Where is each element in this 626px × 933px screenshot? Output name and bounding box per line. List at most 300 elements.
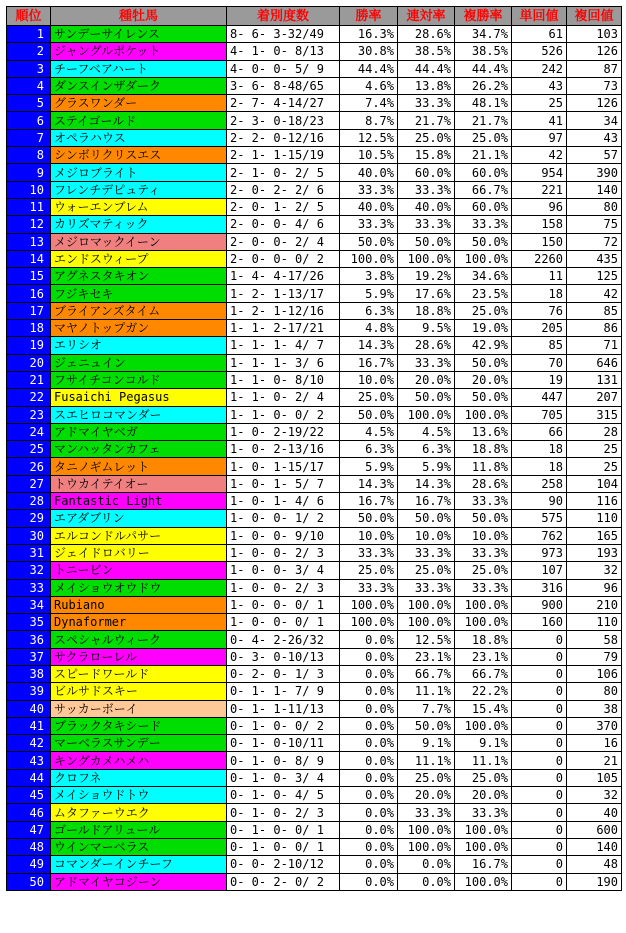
record-cell: 0- 1- 1-11/13: [227, 700, 340, 717]
place3-rate-cell: 100.0%: [455, 596, 512, 613]
rank-cell: 10: [7, 181, 51, 198]
record-cell: 1- 0- 0- 2/ 3: [227, 544, 340, 561]
place-return-cell: 25: [567, 458, 622, 475]
place-return-cell: 57: [567, 147, 622, 164]
place2-rate-cell: 20.0%: [398, 787, 455, 804]
sire-name-cell: ウォーエンブレム: [51, 198, 227, 215]
place3-rate-cell: 48.1%: [455, 95, 512, 112]
table-row: [7, 458, 622, 475]
sire-name-cell: エルコンドルパサー: [51, 527, 227, 544]
place2-rate-cell: 33.3%: [398, 181, 455, 198]
record-cell: 1- 1- 2-17/21: [227, 320, 340, 337]
place-return-cell: 34: [567, 112, 622, 129]
win-rate-cell: 100.0%: [340, 596, 398, 613]
rank-cell: 14: [7, 250, 51, 267]
table-row: [7, 873, 622, 890]
record-cell: 1- 0- 0- 1/ 2: [227, 510, 340, 527]
sire-name-cell: ジャングルポケット: [51, 43, 227, 60]
record-cell: 0- 0- 2-10/12: [227, 856, 340, 873]
place-return-cell: 72: [567, 233, 622, 250]
place2-rate-cell: 25.0%: [398, 129, 455, 146]
win-return-cell: 43: [512, 77, 567, 94]
place-return-cell: 126: [567, 43, 622, 60]
place-return-cell: 435: [567, 250, 622, 267]
place2-rate-cell: 15.8%: [398, 147, 455, 164]
rank-cell: 50: [7, 873, 51, 890]
sire-name-cell: トニービン: [51, 562, 227, 579]
win-rate-cell: 14.3%: [340, 475, 398, 492]
win-return-cell: 900: [512, 596, 567, 613]
win-rate-cell: 14.3%: [340, 337, 398, 354]
win-return-cell: 316: [512, 579, 567, 596]
win-rate-cell: 4.8%: [340, 320, 398, 337]
win-rate-cell: 0.0%: [340, 665, 398, 682]
sire-name-cell: メイショウオウドウ: [51, 579, 227, 596]
win-rate-cell: 33.3%: [340, 216, 398, 233]
record-cell: 1- 0- 2-13/16: [227, 441, 340, 458]
place2-rate-cell: 33.3%: [398, 95, 455, 112]
rank-cell: 7: [7, 129, 51, 146]
table-row: [7, 562, 622, 579]
win-return-cell: 19: [512, 371, 567, 388]
place-return-cell: 38: [567, 700, 622, 717]
win-rate-cell: 10.0%: [340, 527, 398, 544]
place2-rate-cell: 100.0%: [398, 838, 455, 855]
place3-rate-cell: 11.8%: [455, 458, 512, 475]
place-return-cell: 80: [567, 198, 622, 215]
win-rate-cell: 0.0%: [340, 856, 398, 873]
place3-rate-cell: 21.7%: [455, 112, 512, 129]
record-cell: 1- 0- 0- 9/10: [227, 527, 340, 544]
win-return-cell: 575: [512, 510, 567, 527]
table-row: [7, 216, 622, 233]
record-cell: 8- 6- 3-32/49: [227, 26, 340, 43]
place3-rate-cell: 50.0%: [455, 510, 512, 527]
place2-rate-cell: 100.0%: [398, 596, 455, 613]
place2-rate-cell: 38.5%: [398, 43, 455, 60]
win-return-cell: 762: [512, 527, 567, 544]
record-cell: 1- 0- 0- 0/ 1: [227, 614, 340, 631]
rank-cell: 11: [7, 198, 51, 215]
place-return-cell: 103: [567, 26, 622, 43]
record-cell: 2- 0- 0- 4/ 6: [227, 216, 340, 233]
table-row: [7, 60, 622, 77]
table-row: [7, 147, 622, 164]
win-return-cell: 0: [512, 804, 567, 821]
win-rate-cell: 0.0%: [340, 752, 398, 769]
win-rate-cell: 8.7%: [340, 112, 398, 129]
table-row: [7, 320, 622, 337]
header-row: [7, 7, 622, 26]
record-cell: 1- 4- 4-17/26: [227, 268, 340, 285]
win-return-cell: 85: [512, 337, 567, 354]
place3-rate-cell: 20.0%: [455, 787, 512, 804]
table-row: [7, 527, 622, 544]
win-return-cell: 258: [512, 475, 567, 492]
sire-name-cell: アグネスタキオン: [51, 268, 227, 285]
record-cell: 0- 1- 1- 7/ 9: [227, 683, 340, 700]
table-row: [7, 665, 622, 682]
record-cell: 1- 2- 1-13/17: [227, 285, 340, 302]
table-row: [7, 43, 622, 60]
table-row: [7, 804, 622, 821]
win-return-cell: 150: [512, 233, 567, 250]
place-return-cell: 105: [567, 769, 622, 786]
place2-rate-cell: 17.6%: [398, 285, 455, 302]
rank-cell: 22: [7, 389, 51, 406]
sire-name-cell: Fantastic Light: [51, 493, 227, 510]
table-row: [7, 648, 622, 665]
place3-rate-cell: 60.0%: [455, 164, 512, 181]
win-return-cell: 0: [512, 856, 567, 873]
win-return-cell: 42: [512, 147, 567, 164]
place2-rate-cell: 100.0%: [398, 250, 455, 267]
table-row: [7, 423, 622, 440]
rank-cell: 20: [7, 354, 51, 371]
rank-cell: 42: [7, 735, 51, 752]
rank-cell: 15: [7, 268, 51, 285]
record-cell: 1- 1- 1- 3/ 6: [227, 354, 340, 371]
sire-name-cell: シンボリクリスエス: [51, 147, 227, 164]
place-return-cell: 75: [567, 216, 622, 233]
record-cell: 2- 1- 1-15/19: [227, 147, 340, 164]
place-return-cell: 80: [567, 683, 622, 700]
place-return-cell: 85: [567, 302, 622, 319]
place2-rate-cell: 50.0%: [398, 510, 455, 527]
place-return-cell: 32: [567, 562, 622, 579]
win-rate-cell: 0.0%: [340, 717, 398, 734]
sire-name-cell: グラスワンダー: [51, 95, 227, 112]
rank-cell: 36: [7, 631, 51, 648]
win-return-cell: 158: [512, 216, 567, 233]
win-rate-cell: 40.0%: [340, 164, 398, 181]
table-row: [7, 129, 622, 146]
place2-rate-cell: 60.0%: [398, 164, 455, 181]
win-rate-cell: 16.7%: [340, 354, 398, 371]
win-rate-cell: 50.0%: [340, 510, 398, 527]
rank-cell: 40: [7, 700, 51, 717]
place3-rate-cell: 26.2%: [455, 77, 512, 94]
sire-name-cell: ゴールドアリュール: [51, 821, 227, 838]
win-return-cell: 160: [512, 614, 567, 631]
rank-cell: 34: [7, 596, 51, 613]
place2-rate-cell: 33.3%: [398, 804, 455, 821]
table-row: [7, 181, 622, 198]
table-row: [7, 631, 622, 648]
place-return-cell: 140: [567, 181, 622, 198]
place2-rate-cell: 18.8%: [398, 302, 455, 319]
sire-name-cell: ジェニュイン: [51, 354, 227, 371]
sire-name-cell: ブライアンズタイム: [51, 302, 227, 319]
sire-name-cell: Fusaichi Pegasus: [51, 389, 227, 406]
win-rate-cell: 0.0%: [340, 700, 398, 717]
sire-name-cell: エアダブリン: [51, 510, 227, 527]
win-return-cell: 0: [512, 821, 567, 838]
record-cell: 0- 1- 0- 2/ 3: [227, 804, 340, 821]
rank-cell: 19: [7, 337, 51, 354]
win-return-cell: 954: [512, 164, 567, 181]
place2-rate-cell: 21.7%: [398, 112, 455, 129]
rank-cell: 29: [7, 510, 51, 527]
win-rate-cell: 0.0%: [340, 787, 398, 804]
place3-rate-cell: 66.7%: [455, 181, 512, 198]
win-return-cell: 25: [512, 95, 567, 112]
sire-name-cell: カリズマティック: [51, 216, 227, 233]
sire-name-cell: ムタファーウエク: [51, 804, 227, 821]
record-cell: 0- 1- 0- 3/ 4: [227, 769, 340, 786]
win-return-cell: 0: [512, 700, 567, 717]
win-return-cell: 0: [512, 838, 567, 855]
place2-rate-cell: 25.0%: [398, 769, 455, 786]
place2-rate-cell: 20.0%: [398, 371, 455, 388]
win-return-cell: 96: [512, 198, 567, 215]
place3-rate-cell: 23.5%: [455, 285, 512, 302]
sire-name-cell: サクラローレル: [51, 648, 227, 665]
rank-cell: 25: [7, 441, 51, 458]
rank-cell: 49: [7, 856, 51, 873]
rank-cell: 8: [7, 147, 51, 164]
rank-cell: 16: [7, 285, 51, 302]
win-return-cell: 242: [512, 60, 567, 77]
rank-cell: 5: [7, 95, 51, 112]
place3-rate-cell: 19.0%: [455, 320, 512, 337]
win-rate-cell: 25.0%: [340, 562, 398, 579]
table-row: [7, 354, 622, 371]
place2-rate-cell: 50.0%: [398, 233, 455, 250]
win-return-cell: 97: [512, 129, 567, 146]
sire-name-cell: アドマイヤコジーン: [51, 873, 227, 890]
place-return-cell: 390: [567, 164, 622, 181]
win-rate-cell: 5.9%: [340, 458, 398, 475]
rank-cell: 13: [7, 233, 51, 250]
record-cell: 1- 1- 0- 8/10: [227, 371, 340, 388]
record-cell: 1- 0- 1- 4/ 6: [227, 493, 340, 510]
sire-stats-table: [6, 6, 622, 891]
place-return-cell: 646: [567, 354, 622, 371]
place2-rate-cell: 44.4%: [398, 60, 455, 77]
place2-rate-cell: 7.7%: [398, 700, 455, 717]
record-cell: 2- 0- 0- 2/ 4: [227, 233, 340, 250]
table-row: [7, 579, 622, 596]
place3-rate-cell: 18.8%: [455, 631, 512, 648]
record-cell: 2- 7- 4-14/27: [227, 95, 340, 112]
win-return-cell: 41: [512, 112, 567, 129]
place3-rate-cell: 100.0%: [455, 406, 512, 423]
place2-rate-cell: 11.1%: [398, 752, 455, 769]
table-row: [7, 856, 622, 873]
table-row: [7, 389, 622, 406]
place3-rate-cell: 21.1%: [455, 147, 512, 164]
table-row: [7, 717, 622, 734]
place-return-cell: 370: [567, 717, 622, 734]
rank-cell: 1: [7, 26, 51, 43]
table-row: [7, 544, 622, 561]
win-return-cell: 18: [512, 441, 567, 458]
record-cell: 1- 2- 1-12/16: [227, 302, 340, 319]
win-return-cell: 76: [512, 302, 567, 319]
win-rate-cell: 5.9%: [340, 285, 398, 302]
sire-name-cell: サッカーボーイ: [51, 700, 227, 717]
win-return-cell: 447: [512, 389, 567, 406]
header-rank: 順位: [7, 7, 51, 26]
win-return-cell: 205: [512, 320, 567, 337]
win-return-cell: 0: [512, 735, 567, 752]
rank-cell: 38: [7, 665, 51, 682]
place2-rate-cell: 66.7%: [398, 665, 455, 682]
record-cell: 0- 2- 0- 1/ 3: [227, 665, 340, 682]
record-cell: 1- 0- 2-19/22: [227, 423, 340, 440]
win-rate-cell: 6.3%: [340, 302, 398, 319]
sire-name-cell: メジロマックイーン: [51, 233, 227, 250]
place2-rate-cell: 9.5%: [398, 320, 455, 337]
record-cell: 1- 1- 0- 2/ 4: [227, 389, 340, 406]
win-return-cell: 0: [512, 717, 567, 734]
win-rate-cell: 16.3%: [340, 26, 398, 43]
rank-cell: 45: [7, 787, 51, 804]
win-rate-cell: 100.0%: [340, 250, 398, 267]
place3-rate-cell: 50.0%: [455, 354, 512, 371]
win-rate-cell: 0.0%: [340, 735, 398, 752]
rank-cell: 30: [7, 527, 51, 544]
place-return-cell: 125: [567, 268, 622, 285]
place-return-cell: 104: [567, 475, 622, 492]
place3-rate-cell: 20.0%: [455, 371, 512, 388]
win-rate-cell: 50.0%: [340, 233, 398, 250]
sire-name-cell: サンデーサイレンス: [51, 26, 227, 43]
place3-rate-cell: 44.4%: [455, 60, 512, 77]
win-rate-cell: 10.0%: [340, 371, 398, 388]
place3-rate-cell: 25.0%: [455, 562, 512, 579]
win-return-cell: 221: [512, 181, 567, 198]
place2-rate-cell: 0.0%: [398, 873, 455, 890]
place2-rate-cell: 9.1%: [398, 735, 455, 752]
win-rate-cell: 4.6%: [340, 77, 398, 94]
place2-rate-cell: 100.0%: [398, 821, 455, 838]
sire-name-cell: ダンスインザダーク: [51, 77, 227, 94]
place3-rate-cell: 15.4%: [455, 700, 512, 717]
place2-rate-cell: 23.1%: [398, 648, 455, 665]
place2-rate-cell: 14.3%: [398, 475, 455, 492]
place3-rate-cell: 50.0%: [455, 233, 512, 250]
place2-rate-cell: 19.2%: [398, 268, 455, 285]
record-cell: 2- 1- 0- 2/ 5: [227, 164, 340, 181]
record-cell: 1- 0- 0- 0/ 1: [227, 596, 340, 613]
place-return-cell: 79: [567, 648, 622, 665]
rank-cell: 35: [7, 614, 51, 631]
win-rate-cell: 6.3%: [340, 441, 398, 458]
record-cell: 4- 1- 0- 8/13: [227, 43, 340, 60]
win-rate-cell: 44.4%: [340, 60, 398, 77]
win-rate-cell: 3.8%: [340, 268, 398, 285]
rank-cell: 9: [7, 164, 51, 181]
rank-cell: 32: [7, 562, 51, 579]
place3-rate-cell: 33.3%: [455, 493, 512, 510]
table-row: [7, 838, 622, 855]
sire-name-cell: トウカイテイオー: [51, 475, 227, 492]
record-cell: 2- 0- 1- 2/ 5: [227, 198, 340, 215]
rank-cell: 3: [7, 60, 51, 77]
win-return-cell: 66: [512, 423, 567, 440]
win-rate-cell: 0.0%: [340, 804, 398, 821]
rank-cell: 46: [7, 804, 51, 821]
win-rate-cell: 0.0%: [340, 648, 398, 665]
win-return-cell: 2260: [512, 250, 567, 267]
place-return-cell: 110: [567, 510, 622, 527]
rank-cell: 31: [7, 544, 51, 561]
place2-rate-cell: 6.3%: [398, 441, 455, 458]
sire-name-cell: スペシャルウィーク: [51, 631, 227, 648]
table-row: [7, 371, 622, 388]
win-return-cell: 11: [512, 268, 567, 285]
place3-rate-cell: 100.0%: [455, 250, 512, 267]
sire-name-cell: Rubiano: [51, 596, 227, 613]
place3-rate-cell: 16.7%: [455, 856, 512, 873]
win-return-cell: 0: [512, 787, 567, 804]
win-rate-cell: 33.3%: [340, 181, 398, 198]
win-rate-cell: 10.5%: [340, 147, 398, 164]
place-return-cell: 58: [567, 631, 622, 648]
place2-rate-cell: 50.0%: [398, 717, 455, 734]
win-return-cell: 18: [512, 285, 567, 302]
place2-rate-cell: 50.0%: [398, 389, 455, 406]
place-return-cell: 210: [567, 596, 622, 613]
rank-cell: 41: [7, 717, 51, 734]
place3-rate-cell: 42.9%: [455, 337, 512, 354]
place2-rate-cell: 12.5%: [398, 631, 455, 648]
record-cell: 2- 3- 0-18/23: [227, 112, 340, 129]
place2-rate-cell: 33.3%: [398, 354, 455, 371]
win-rate-cell: 0.0%: [340, 683, 398, 700]
rank-cell: 33: [7, 579, 51, 596]
place-return-cell: 40: [567, 804, 622, 821]
record-cell: 1- 1- 1- 4/ 7: [227, 337, 340, 354]
table-row: [7, 475, 622, 492]
place3-rate-cell: 60.0%: [455, 198, 512, 215]
sire-name-cell: ステイゴールド: [51, 112, 227, 129]
record-cell: 0- 1- 0-10/11: [227, 735, 340, 752]
record-cell: 0- 4- 2-26/32: [227, 631, 340, 648]
record-cell: 0- 1- 0- 4/ 5: [227, 787, 340, 804]
place3-rate-cell: 33.3%: [455, 544, 512, 561]
place-return-cell: 600: [567, 821, 622, 838]
place3-rate-cell: 33.3%: [455, 804, 512, 821]
record-cell: 2- 2- 0-12/16: [227, 129, 340, 146]
win-rate-cell: 100.0%: [340, 614, 398, 631]
table-row: [7, 164, 622, 181]
place3-rate-cell: 34.7%: [455, 26, 512, 43]
sire-name-cell: エンドスウィープ: [51, 250, 227, 267]
rank-cell: 37: [7, 648, 51, 665]
win-return-cell: 0: [512, 665, 567, 682]
win-return-cell: 0: [512, 648, 567, 665]
table-body: [7, 26, 622, 891]
table-row: [7, 26, 622, 43]
place3-rate-cell: 9.1%: [455, 735, 512, 752]
rank-cell: 47: [7, 821, 51, 838]
sire-name-cell: マーベラスサンデー: [51, 735, 227, 752]
table-row: [7, 95, 622, 112]
table-row: [7, 441, 622, 458]
rank-cell: 4: [7, 77, 51, 94]
place3-rate-cell: 18.8%: [455, 441, 512, 458]
place3-rate-cell: 13.6%: [455, 423, 512, 440]
header-sire: 種牡馬: [51, 7, 227, 26]
place-return-cell: 96: [567, 579, 622, 596]
sire-name-cell: キングカメハメハ: [51, 752, 227, 769]
header-win-return: 単回値: [512, 7, 567, 26]
win-rate-cell: 16.7%: [340, 493, 398, 510]
table-row: [7, 821, 622, 838]
